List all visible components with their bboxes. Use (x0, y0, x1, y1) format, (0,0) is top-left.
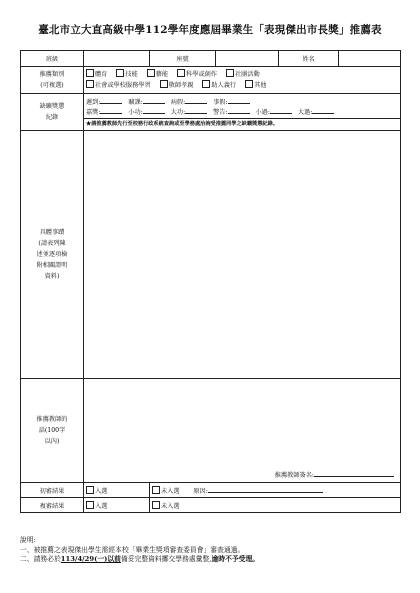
name-label: 姓名 (279, 51, 339, 67)
teacher-words-field[interactable] (84, 379, 401, 483)
page-title: 臺北市立大直高級中學112學年度應屆畢業生「表現傑出市長獎」推薦表 (38, 24, 382, 36)
note-1: 一、被推薦之表現傑出學生需經本校「畢業生獎項審查委員會」審查通過。 (20, 545, 245, 554)
late-label: 遲到: (86, 99, 101, 106)
second-review-admit[interactable]: 入選 (84, 498, 150, 513)
achievements-field[interactable] (84, 131, 401, 379)
name-field[interactable] (339, 51, 401, 67)
category-option-filial[interactable]: 敬師孝親 (160, 80, 194, 91)
note-2: 二、請務必於113/4/29(一)以前備妥完整資料擲交學務處彙整,逾時不予受理。 (20, 555, 260, 563)
second-review-label: 複審結果 (21, 498, 84, 513)
category-option-sports[interactable]: 體育 (86, 69, 107, 80)
checkbox[interactable] (202, 80, 210, 88)
teacher-words-label: 推薦教師的 話(100字 以內) (21, 379, 84, 483)
category-option-clubs[interactable]: 社團活動 (226, 69, 260, 80)
major-merit-label: 大功: (170, 109, 186, 116)
checkbox[interactable] (177, 69, 185, 77)
initial-review-label: 初審結果 (21, 483, 84, 498)
sick-leave-field[interactable] (185, 97, 207, 104)
absence-record (84, 94, 401, 131)
achievements-label: 具體事蹟 (請表列陳 述並逐項檢 附相關證明 資料) (21, 131, 84, 379)
category-option-arts[interactable]: 藝能 (147, 69, 168, 80)
signature-field[interactable] (314, 470, 394, 477)
initial-review-reject[interactable]: 未入選 (152, 488, 180, 495)
initial-review-admit[interactable]: 入選 (84, 483, 150, 498)
seat-label: 座號 (150, 51, 216, 67)
commendation-field[interactable] (100, 107, 122, 114)
category-option-service[interactable]: 社會或學校服務學習 (86, 80, 151, 91)
reason-label: 原因: (193, 487, 208, 495)
checkbox[interactable] (86, 69, 94, 77)
category-option-helping[interactable]: 助人義行 (202, 80, 236, 91)
checkbox[interactable] (152, 486, 160, 494)
class-field[interactable] (84, 51, 150, 67)
checkbox[interactable] (86, 80, 94, 88)
checkbox[interactable] (160, 80, 168, 88)
checkbox[interactable] (147, 69, 155, 77)
category-options (84, 67, 401, 94)
category-option-science[interactable]: 科學或創作 (177, 69, 217, 80)
truancy-field[interactable] (143, 97, 165, 104)
category-option-skills[interactable]: 技能 (116, 69, 137, 80)
major-demerit-label: 大過: (297, 109, 313, 116)
major-merit-field[interactable] (185, 107, 207, 114)
second-review-decision (150, 498, 401, 513)
signature-label: 推薦教師簽名: (274, 472, 314, 479)
notes-heading: 說明: (20, 536, 36, 544)
notes-section (20, 536, 405, 565)
info-row (21, 51, 401, 67)
checkbox[interactable] (245, 80, 253, 88)
category-option-other[interactable]: 其他 (245, 80, 266, 91)
major-demerit-field[interactable] (312, 107, 334, 114)
late-field[interactable] (100, 97, 122, 104)
absence-row (21, 94, 401, 131)
personal-leave-label: 事假: (213, 99, 228, 106)
commendation-label: 嘉獎: (86, 109, 101, 116)
second-review-row (21, 498, 401, 513)
checkbox[interactable] (86, 486, 94, 494)
initial-review-decision (150, 483, 401, 498)
checkbox[interactable] (116, 69, 124, 77)
minor-merit-field[interactable] (143, 107, 165, 114)
recommendation-form (20, 50, 401, 513)
sick-leave-label: 病假: (170, 99, 186, 106)
checkbox[interactable] (86, 501, 94, 509)
teacher-words-row (21, 379, 401, 483)
category-row (21, 67, 401, 94)
initial-review-row (21, 483, 401, 498)
late-warning: 逾時不予受理。 (211, 555, 260, 563)
class-label: 班級 (21, 51, 84, 67)
checkbox[interactable] (226, 69, 234, 77)
personal-leave-field[interactable] (228, 97, 250, 104)
second-review-reject[interactable]: 未入選 (152, 503, 180, 510)
category-label: 推薦類別 (可複選) (21, 67, 84, 94)
minor-merit-label: 小功: (128, 109, 143, 116)
seat-field[interactable] (216, 51, 279, 67)
truancy-label: 曠課: (128, 99, 143, 106)
warning-label: 警告: (213, 109, 228, 116)
absence-notice: ★請推薦教師先行至校務行政系統查詢或至學務處洽詢受推薦同學之缺曠獎懲紀錄。 (86, 121, 278, 127)
reason-field[interactable] (208, 486, 323, 493)
checkbox[interactable] (152, 501, 160, 509)
warning-field[interactable] (228, 107, 250, 114)
achievements-row (21, 131, 401, 379)
deadline-date: 113/4/29(一)以前 (60, 555, 121, 563)
absence-label: 缺曠獎懲 紀錄 (21, 94, 84, 131)
minor-demerit-label: 小過: (255, 109, 270, 116)
signature-area (275, 470, 394, 479)
minor-demerit-field[interactable] (270, 107, 292, 114)
